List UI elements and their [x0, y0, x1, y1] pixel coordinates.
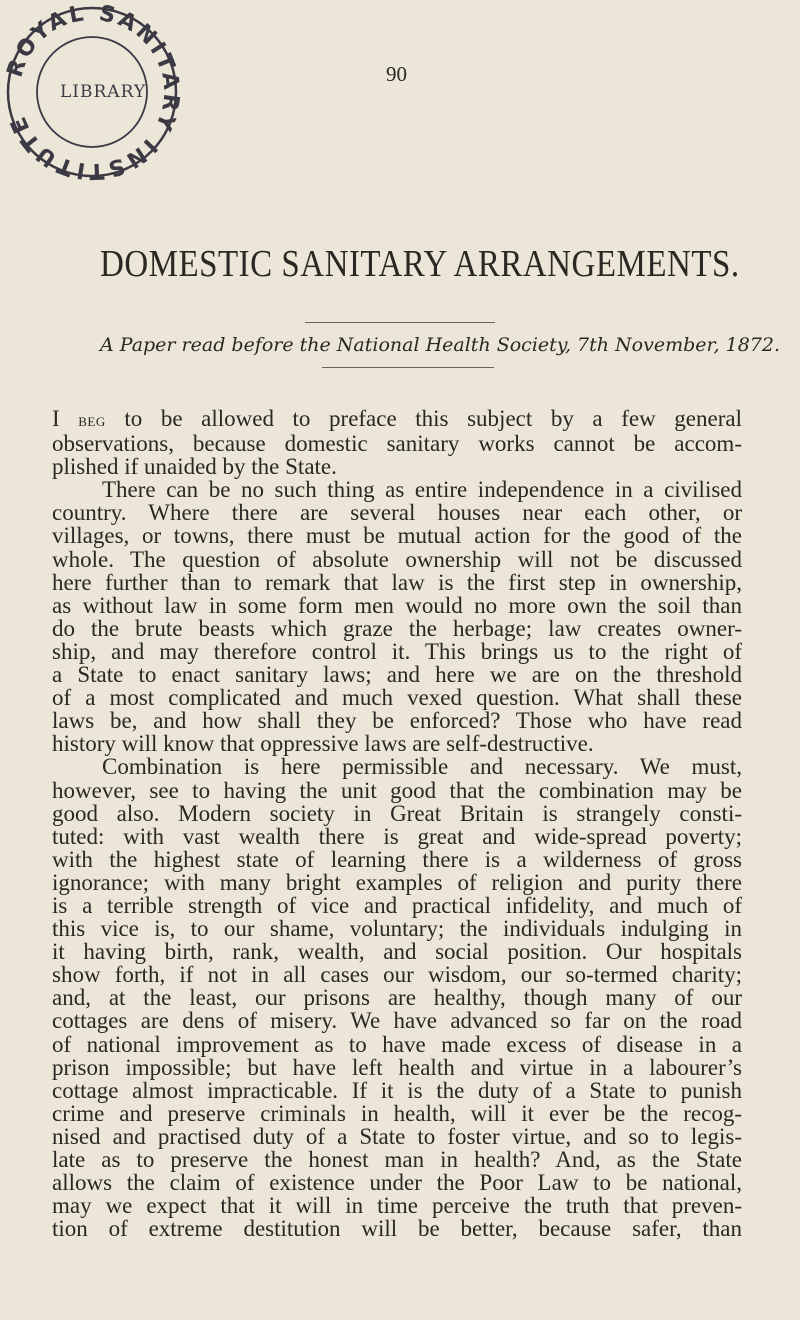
title-rule	[305, 322, 495, 323]
body-line: villages, or towns, there must be mutual action for the good of the	[52, 523, 742, 549]
svg-text:ROYAL SANITARY INSTITUTE: ROYAL SANITARY INSTITUTE	[2, 2, 182, 182]
article-body	[52, 407, 742, 1240]
body-line: however, see to having the unit good that the combination may be	[52, 777, 742, 803]
body-line: Combination is here permissible and necessary. We must,	[102, 754, 742, 780]
body-line: a State to enact sanitary laws; and here we are on the threshold	[52, 662, 742, 688]
body-line: nised and practised duty of a State to foster virtue, and so to legis-	[52, 1123, 742, 1149]
body-line: tion of extreme destitution will be better, because safer, than	[52, 1216, 742, 1242]
body-line: crime and preserve criminals in health, will it ever be the recog-	[52, 1100, 742, 1126]
body-line: as without law in some form men would no more own the soil than	[52, 592, 742, 618]
body-line: tuted: with vast wealth there is great and wide-spread poverty;	[52, 823, 742, 849]
page-number: 90	[386, 62, 407, 86]
body-line: ignorance; with many bright examples of religion and purity there	[52, 869, 742, 895]
body-line: of a most complicated and much vexed question. What shall these	[52, 685, 742, 711]
body-line: There can be no such thing as entire independence in a civilised	[102, 477, 742, 503]
body-line-text: to be allowed to preface this subject by a few general	[105, 406, 742, 431]
body-line: allows the claim of existence under the Poor Law to be national,	[52, 1170, 742, 1196]
library-stamp	[2, 2, 182, 182]
body-line: laws be, and how shall they be enforced? Those who have read	[52, 708, 742, 734]
body-line: this vice is, to our shame, voluntary; the individuals indulging in	[52, 916, 742, 942]
body-line: of national improvement as to have made excess of disease in a	[52, 1031, 742, 1057]
subtitle-rule	[322, 367, 494, 368]
body-line: cottage almost impracticable. If it is the duty of a State to punish	[52, 1077, 742, 1103]
body-line: do the brute beasts which graze the herbage; law creates owner-	[52, 615, 742, 641]
body-line: country. Where there are several houses near each other, or	[52, 500, 742, 526]
body-line: may we expect that it will in time perceive the truth that preven-	[52, 1193, 742, 1219]
body-line: here further than to remark that law is the first step in ownership,	[52, 569, 742, 595]
body-line: show forth, if not in all cases our wisdom, our so-termed charity;	[52, 962, 742, 988]
body-line: with the highest state of learning there is a wilderness of gross	[52, 846, 742, 872]
body-line: history will know that oppressive laws are self-destructive.	[52, 731, 594, 757]
body-line: good also. Modern society in Great Britain is strangely consti-	[52, 800, 742, 826]
article-title: DOMESTIC SANITARY ARRANGEMENTS.	[100, 244, 740, 286]
body-line: and, at the least, our prisons are healthy, though many of our	[52, 985, 742, 1011]
lead-capital: I	[52, 406, 60, 431]
body-line: observations, because domestic sanitary works cannot be accom-	[52, 431, 742, 457]
stamp-label: LIBRARY	[60, 82, 147, 102]
body-line: whole. The question of absolute ownership will not be discussed	[52, 546, 742, 572]
body-line: ship, and may therefore control it. This brings us to the right of	[52, 638, 742, 664]
body-line	[52, 407, 742, 432]
body-line: late as to preserve the honest man in health? And, as the State	[52, 1147, 742, 1172]
body-line: is a terrible strength of vice and practical infidelity, and much of	[52, 892, 742, 918]
body-line: prison impossible; but have left health and virtue in a labourer’s	[52, 1054, 742, 1080]
body-line: cottages are dens of misery. We have advanced so far on the road	[52, 1008, 742, 1034]
body-line: plished if unaided by the State.	[52, 454, 337, 480]
body-line: it having birth, rank, wealth, and social position. Our hospitals	[52, 939, 742, 965]
article-subtitle: A Paper read before the National Health Society, 7th November, 1872.	[100, 334, 780, 356]
lead-smallcaps: beg	[78, 410, 106, 431]
